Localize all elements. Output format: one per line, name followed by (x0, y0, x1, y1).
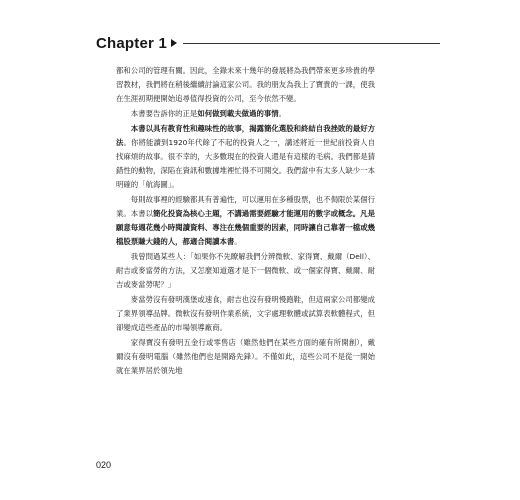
header-divider (183, 43, 440, 44)
paragraph (116, 122, 375, 192)
paragraph (116, 193, 375, 249)
body-text-run: 本書要告訴你的正是 (130, 109, 198, 118)
body-text-run: 我曾問過某些人：「如果你不先瞭解我們分辨微軟、家得寶、戴爾（Dell）、耐吉或麥當勞的方法，又怎麼知道選才是下一個微軟、或一個家得寶、戴爾、耐吉或麥當勞呢？」 (116, 252, 375, 289)
paragraph (116, 107, 375, 121)
body-text-run: 都和公司的管理有關。因此，全錄未來十幾年的發展將為我們帶來更多珍貴的學習教材，我們將在稍後繼續討論這家公司。我的朋友為我上了寶貴的一課，使我在生涯初期便開始追尋值得投資的公司，至今依然不變。 (116, 66, 375, 103)
body-text-run: 每則故事裡的經驗都具有普遍性，可以運用在多種股票，也不侷限於某個行業。本書以 (116, 195, 375, 218)
body-text-run: 麥當勞沒有發明漢堡或速食，耐吉也沒有發明慢跑鞋，但這兩家公司都變成了業界領導品牌。微軟沒有發明作業系統，文字處理軟體或試算表軟體程式，但卻變成這些產品的市場領導廠商。 (116, 295, 375, 332)
emphasis-text: 本書以具有教育性和趣味性的故事，揭露簡化選股和終結自我挫敗的最好方法 (116, 124, 375, 147)
body-text-run: 。 (234, 237, 242, 246)
paragraph (116, 250, 375, 292)
body-text-run: 。你將能讀到1920年代餘了不起的投資人之一，講述將近一世紀前投資人自找麻煩的故事。很不幸的，大多數現在的投資人還是有這樣的毛病。我們都是猜錯性的動物，深陷在資訊和數據堆裡忙得不可開交。我們當中有太多人缺少一本明確的「航海圖」。 (116, 138, 375, 189)
chapter-header (96, 32, 440, 54)
chapter-title: Chapter 1 (96, 34, 167, 52)
emphasis-text: 簡化投資為核心主題，不講過需要經驗才能運用的數字或概念。凡是願意每週花幾小時閱讀資料、專注在幾個重要的因素，同時讓自己靠著一檔或幾檔股票賺大錢的人，都適合閱讀本書 (116, 209, 375, 246)
paragraph (116, 336, 375, 378)
body-text (116, 64, 375, 379)
triangle-arrow-icon (171, 39, 177, 47)
paragraph (116, 64, 375, 106)
body-text-run: 家得寶沒有發明五金行或零售店（雖然他們在某些方面的確有所開創），戴爾沒有發明電腦（雖然他們也是開路先鋒）。不僅如此，這些公司不是從一開始就在業界居於領先地 (116, 338, 375, 375)
emphasis-text: 如何做到載夫做過的事情 (197, 109, 279, 118)
page-number: 020 (96, 460, 112, 470)
body-text-run: 。 (278, 109, 287, 118)
paragraph (116, 293, 375, 335)
